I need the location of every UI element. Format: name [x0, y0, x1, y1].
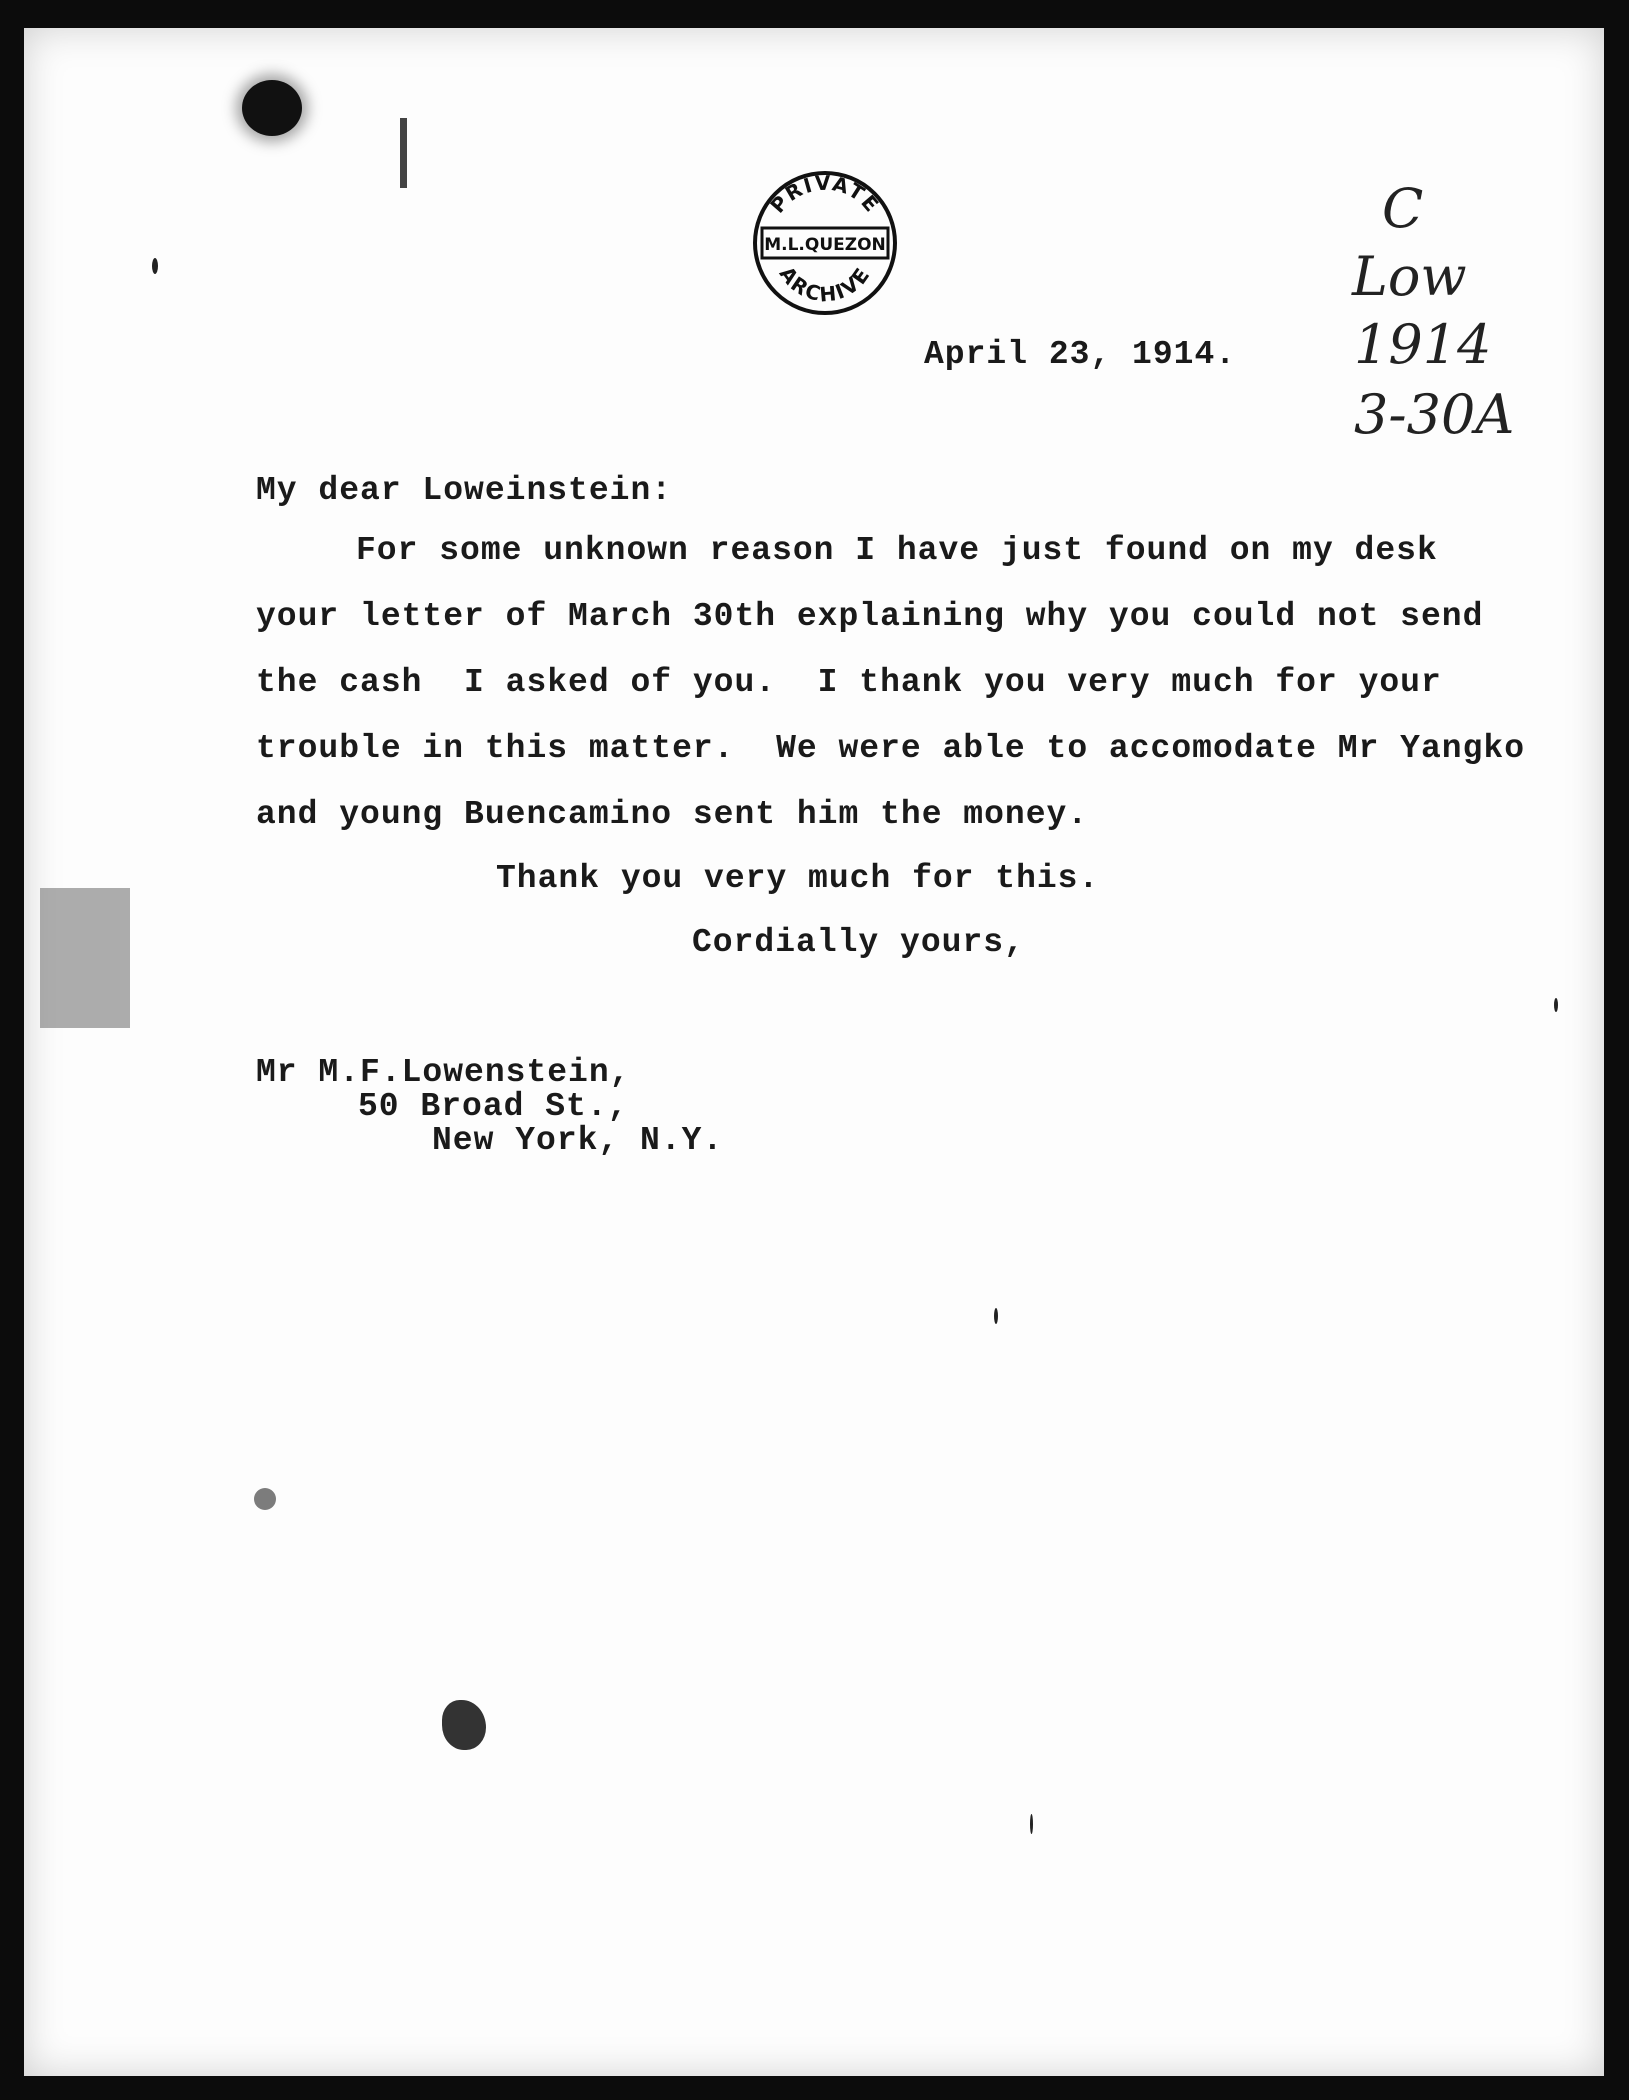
letter-body-line-5: and young Buencamino sent him the money.: [256, 796, 1089, 833]
letter-thanks: Thank you very much for this.: [496, 860, 1100, 897]
address-street: 50 Broad St.,: [358, 1088, 629, 1125]
letter-date: April 23, 1914.: [924, 336, 1237, 373]
svg-text:ARCHIVE: [775, 262, 876, 307]
svg-text:PRIVATE: [765, 171, 884, 218]
address-name: Mr M.F.Lowenstein,: [256, 1054, 631, 1091]
ink-blot-top-left: [242, 80, 302, 136]
letter-salutation: My dear Loweinstein:: [256, 472, 673, 509]
ink-mark-vertical: [400, 118, 407, 188]
handwritten-annotation-line3: 1914: [1354, 313, 1492, 376]
handwritten-annotation-line2: Low: [1352, 245, 1467, 308]
stamp-bottom-text: ARCHIVE: [774, 261, 876, 307]
handwritten-annotation-line4: 3-30A: [1354, 383, 1515, 446]
handwritten-annotation-line1: C: [1382, 177, 1424, 240]
speck: [1030, 1814, 1033, 1834]
letter-body-line-3: the cash I asked of you. I thank you very much for your: [256, 664, 1442, 701]
stamp-middle-text: M.L.QUEZON: [764, 235, 886, 255]
address-city: New York, N.Y.: [432, 1122, 724, 1159]
letter-closing: Cordially yours,: [692, 924, 1025, 961]
speck: [1554, 998, 1558, 1012]
stamp-top-text: PRIVATE: [765, 170, 885, 218]
private-archive-stamp: [750, 168, 900, 318]
letter-body-line-1: For some unknown reason I have just found on my desk: [356, 532, 1438, 569]
ink-speck-left: [254, 1488, 276, 1510]
speck: [152, 258, 158, 274]
letter-page: [24, 28, 1604, 2076]
letter-body-line-2: your letter of March 30th explaining why you could not send: [256, 598, 1484, 635]
speck: [994, 1308, 998, 1324]
letter-body-line-4: trouble in this matter. We were able to accomodate Mr Yangko: [256, 730, 1525, 767]
ink-blot-bottom: [442, 1700, 486, 1750]
smudge-left-margin: [40, 888, 130, 1028]
